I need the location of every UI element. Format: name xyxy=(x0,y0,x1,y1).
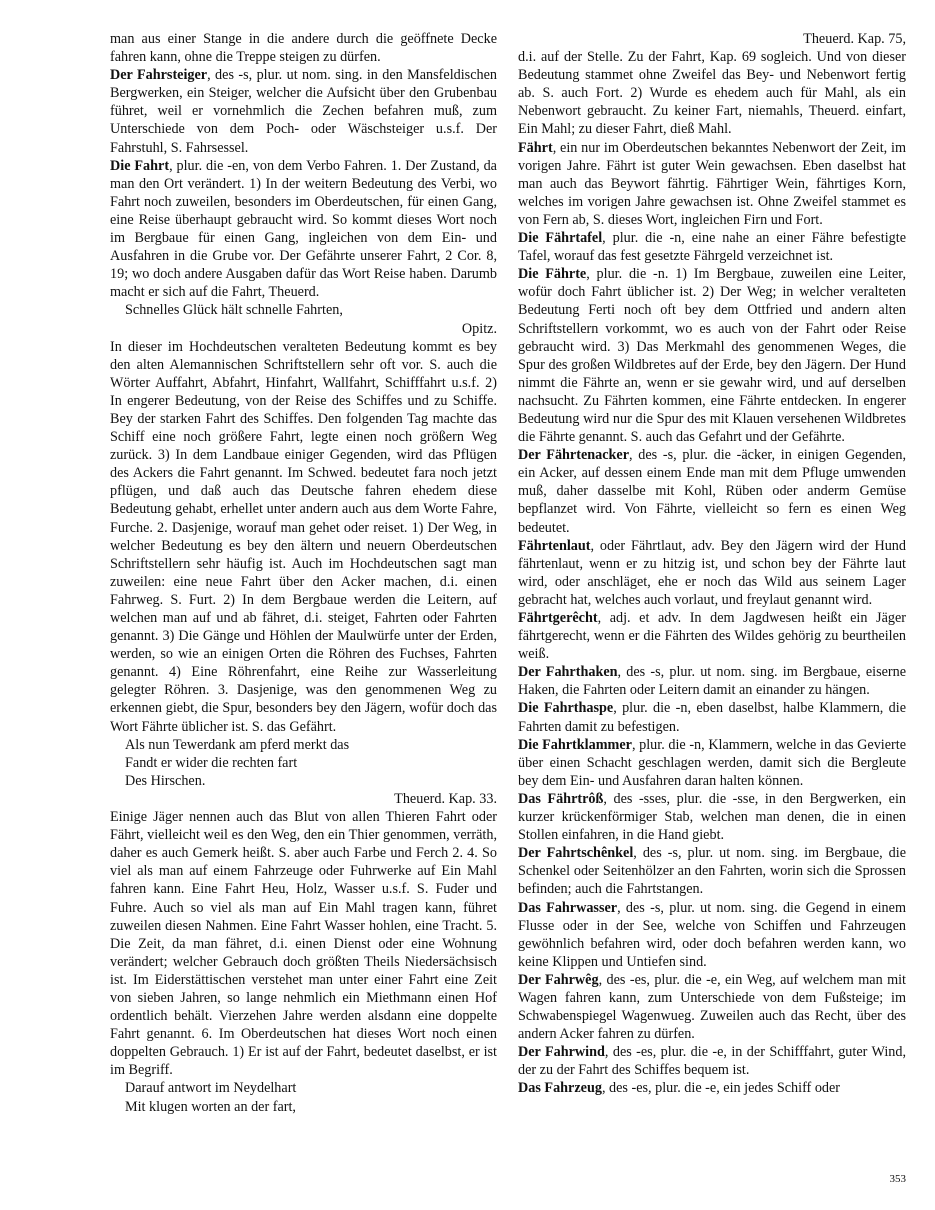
entry-headword: Der Fahrsteiger xyxy=(110,67,208,84)
entry-text: , des -s, plur. ut nom. sing. in den Mansfeldischen Bergwerken, ein Steiger, welcher die Aufsicht über den Grubenbau führet, weil er vornehmlich die Zechen befahren muß, zum Unterschiede von dem Poch- oder Wäschsteiger u.s.f. Der Fahrstuhl, S. Fahrsessel. xyxy=(110,67,497,156)
entry-text: , des -es, plur. die -e, ein jedes Schiff oder xyxy=(601,1080,841,1097)
dictionary-entry xyxy=(110,66,497,156)
dictionary-entry xyxy=(518,609,906,663)
dictionary-entry xyxy=(518,899,906,971)
entry-headword: Der Fährtenacker xyxy=(518,447,630,464)
entry-text: , oder Fährtlaut, adv. Bey den Jägern wird der Hund fährtenlaut, wenn er zu hitzig ist, und schon bey der Fährte laut wird, oder anschläget, ehe er noch das Wild aus seinem Lager gebracht hat, welches auch vorlaut, und freylaut genannt wird. xyxy=(518,537,906,608)
paragraph: Einige Jäger nennen auch das Blut von allen Thieren Fahrt oder Fährt, vielleicht weil es den Weg, den ein Thier genommen, verräth, daher es auch Gemerk heißt. S. aber auch Farbe und Ferch 2. 4. So viel als man auf einem Fahrzeuge oder Fuhrwerke auf Ein Mahl fahren kann. Eine Fahrt Heu, Holz, Wasser u.s.f. S. Fuder und Fuhre. Auch so viel als man auf Ein Mahl tragen kann, führet zuweilen diesen Nahmen. Eine Fahrt Wasser hohlen, eine Tracht. 5. Die Zeit, da man fähret, d.i. einen Dienst oder eine Wohnung verändert; welcher Gebrauch doch größten Theils Niedersächsisch ist. Im Eiderstättischen verstehet man unter einer Fahrt eine Zeit von sieben Jahren, so lange nehmlich ein Miethmann einen Hof ordentlich behält. Vierzehen Jahre werden alsdann eine doppelte Fahrt genannt. 6. Im Oberdeutschen hat dieses Wort noch einen doppelten Gebrauch. 1) Er ist auf der Fahrt, bedeutet daselbst, er ist im Begriff. xyxy=(110,809,497,1079)
entry-headword: Der Fahrthaken xyxy=(518,664,618,681)
entry-text: , des -s, plur. die -äcker, in einigen Gegenden, ein Acker, auf dessen einem Ende man mit dem Pfluge umwenden muß, daher dasselbe mit Kohl, Rüben oder anderm Gemüse bepflanzet wird. Von Fährte, vielleicht so fern es einen Weg bedeutet. xyxy=(518,447,906,536)
paragraph: In dieser im Hochdeutschen veralteten Bedeutung kommt es bey den alten Alemannischen Schriftstellern sehr oft vor. S. auch die Wörter Auffahrt, Abfahrt, Hinfahrt, Wallfahrt, Schifffahrt u.s.f. 2) In engerer Bedeutung, von der Reise des Schiffes und zu Schiffe. Bey der starken Fahrt des Schiffes. Den folgenden Tag machte das Schiff eine noch größere Fahrt, legte einen noch größern Weg zurück. 3) In dem Landbaue einiger Gegenden, wird das Pflügen des Ackers die Fahrt genannt. Im Schwed. bedeutet fara noch jetzt pflügen, und daß auch das Deutsche fahren ehedem diese Bedeutung gehabt, erhellet unter andern auch aus dem Worte Fahre, Furche. 2. Dasjenige, worauf man gehet oder reiset. 1) Der Weg, in welcher Bedeutung es bey den ältern und neuern Oberdeutschen Schriftstellern sehr häufig ist. Auch im Hochdeutschen sagt man zuweilen: eine neue Fahrt über den Acker machen, d.i. einen Fahrweg. S. Furt. 2) In dem Bergbaue werden die Leitern, auf welchen man auf und ab fähret, d.i. steiget, Fahrten oder Fahrten genannt. 3) Die Gänge und Höhlen der Maulwürfe unter der Erden, werden, so wie an einigen Orten die Röhren des Fuchses, Fahrten genannt. 4) Eine Röhrenfahrt, eine Reihe zur Wasserleitung gelegter Röhren. 3. Dasjenige, was den genommenen Weg zu erkennen giebt, die Spur, besonders bey den Jägern, wofür doch das Wort Fährte üblicher ist. S. das Gefährt. xyxy=(110,338,497,735)
dictionary-entry xyxy=(518,139,906,229)
verse-line: Des Hirschen. xyxy=(125,772,206,789)
verse-line: Schnelles Glück hält schnelle Fahrten, xyxy=(125,302,343,319)
citation-source: Theuerd. Kap. 75, xyxy=(803,31,906,47)
dictionary-entry xyxy=(518,446,906,536)
dictionary-entry xyxy=(518,663,906,699)
verse-line: Als nun Tewerdank am pferd merkt das xyxy=(125,736,350,753)
entry-headword: Die Fahrtklammer xyxy=(518,736,632,753)
entry-text: , plur. die -n, Klammern, welche in das Gevierte über einen Schacht geschlagen werden, damit sich die Bergleute bey dem Ein- und Ausfahren daran halten können. xyxy=(518,736,906,789)
verse-line: Darauf antwort im Neydelhart xyxy=(125,1080,297,1097)
entry-text: , plur. die -n. 1) Im Bergbaue, zuweilen eine Leiter, wofür doch Fahrt üblicher ist. 2) Der Weg; in welcher veralteten Bedeutung Ferti noch oft bey dem Ottfried und andern alten Schriftstellern vorkommt, wo es auch von der Fahrt oder Reise gebraucht wird. 3) Das Merkmahl des genommenen Weges, die Spur des großen Wildbretes auf der Erde, bey den Jägern. Der Hund nimmt die Fährte an, wenn er sie gewahr wird, und auf derselben nachsucht. Zu Fährten kommen, eine Fährte entdecken. In engerer Bedeutung wird nur die Spur des mit Klauen versehenen Wildbretes die Fährte genannt. S. auch das Gefahrt und der Gefährte. xyxy=(518,266,906,446)
verse-line: Fandt er wider die rechten fart xyxy=(125,754,298,771)
entry-text: , plur. die -en, von dem Verbo Fahren. 1. Der Zustand, da man den Ort verändert. 1) In der weitern Bedeutung des Verbi, wo Fahrt noch zuweilen, besonders im Oberdeutschen, für einen Gang, eine Reise überhaupt gebraucht wird. So kommt dieses Wort noch im Bergbaue für einen Gang, ingleichen von dem Ein- und Ausfahren in die Grube vor. Der Gefährte unserer Fahrt, 2 Cor. 8, 19; wo doch andere Ausgaben dafür das Wort Reise haben. Darumb macht er sich auf die Fahrt, Theuerd. xyxy=(110,157,497,301)
dictionary-entry xyxy=(518,971,906,1043)
verse-line: Mit klugen worten an der fart, xyxy=(125,1098,296,1115)
dictionary-entry xyxy=(518,537,906,609)
paragraph: d.i. auf der Stelle. Zu der Fahrt, Kap. 69 sogleich. Und von dieser Bedeutung stammet ohne Zweifel das Bey- und Nebenwort fertig ab. S. auch Fort. 2) Wurde es ehedem auch für Mahl, als ein Nebenwort gebraucht. Zu keiner Fart, niemahls, Theuerd. einfart, Ein Mahl; zu dieser Fahrt, dieß Mahl. xyxy=(518,49,906,138)
dictionary-entry xyxy=(518,736,906,790)
dictionary-entry xyxy=(110,157,497,302)
entry-text: , des -es, plur. die -e, in der Schifffahrt, guter Wind, der zu der Fahrt des Schiffes bequem ist. xyxy=(518,1044,906,1079)
entry-text: , des -s, plur. ut nom. sing. im Bergbaue, eiserne Haken, die Fahrten oder Leitern damit an einander zu hängen. xyxy=(518,664,907,699)
entry-text: , des -s, plur. ut nom. sing. die Gegend in einem Flusse oder in der See, welche von Schiffen und Fahrzeugen gewöhnlich befahren wird, oder doch befahren werden kann, wo keine Klippen und Untiefen sind. xyxy=(518,899,906,970)
page-number: 353 xyxy=(889,1173,906,1185)
entry-headword: Der Fahrtschênkel xyxy=(518,845,634,862)
dictionary-entry xyxy=(518,844,906,898)
dictionary-entry xyxy=(518,1079,906,1097)
entry-text: , plur. die -n, eine nahe an einer Fähre befestigte Tafel, worauf das fest gesetzte Fährgeld verzeichnet ist. xyxy=(518,230,906,265)
citation-source: Opitz. xyxy=(461,320,497,337)
entry-text: , plur. die -n, eben daselbst, halbe Klammern, die Fahrten damit zu befestigen. xyxy=(518,700,906,735)
paragraph: man aus einer Stange in die andere durch die geöffnete Decke fahren kann, ohne die Treppe steigen zu dürfen. xyxy=(110,31,497,66)
entry-headword: Das Fahrwasser xyxy=(518,899,618,916)
entry-headword: Der Fahrwind xyxy=(518,1044,605,1061)
entry-headword: Der Fahrwêg xyxy=(518,971,599,988)
citation-source: Theuerd. Kap. 33. xyxy=(394,790,497,807)
entry-headword: Die Fahrt xyxy=(110,157,170,174)
entry-headword: Fährt xyxy=(518,139,553,156)
entry-headword: Die Fährtafel xyxy=(518,230,603,247)
right-column xyxy=(518,30,906,1098)
entry-text: , des -es, plur. die -e, ein Weg, auf welchem man mit Wagen fahren kann, zum Unterschiede von dem Fußsteige; im Schwabenspiegel Wagenwueg. Zuweilen auch das Recht, über des andern Acker fahren zu dürfen. xyxy=(518,971,906,1043)
entry-text: , des -sses, plur. die -sse, in den Bergwerken, ein kurzer krückenförmiger Stab, welchen man denen, die in einen Stollen einfahren, in die Hand giebt. xyxy=(518,790,906,844)
entry-text: , ein nur im Oberdeutschen bekanntes Nebenwort der Zeit, im vorigen Jahre. Fährt ist guter Wein gewachsen. Eben daselbst hat man auch das Beywort fährtig. Fährtiger Wein, fährtiges Korn, welches im vorigen Jahre gewachsen ist. Ohne Zweifel stammet es von Fern ab, S. dieses Wort, ingleichen Firn und Fort. xyxy=(518,139,906,228)
entry-headword: Fährtgerêcht xyxy=(518,610,598,626)
entry-text: , adj. et adv. In dem Jagdwesen heißt ein Jäger fährtgerecht, wenn er die Fährten des Wildes gehörig zu beurtheilen weiß. xyxy=(518,610,906,663)
dictionary-entry xyxy=(518,1043,906,1079)
entry-headword: Fährtenlaut xyxy=(518,537,591,554)
entry-headword: Das Fahrzeug xyxy=(518,1080,602,1097)
entry-text: , des -s, plur. ut nom. sing. im Bergbaue, die Schenkel oder Seitenhölzer an den Fahrten, worin sich die Sprossen befinden; auch die Fahrtstangen. xyxy=(518,845,907,898)
dictionary-entry xyxy=(518,265,906,446)
dictionary-entry xyxy=(518,790,906,844)
left-column xyxy=(110,30,497,1116)
entry-headword: Die Fährte xyxy=(518,266,587,283)
entry-headword: Das Fährtrôß xyxy=(518,790,604,807)
dictionary-entry xyxy=(518,699,906,735)
entry-headword: Die Fahrthaspe xyxy=(518,700,614,717)
dictionary-entry xyxy=(518,229,906,265)
